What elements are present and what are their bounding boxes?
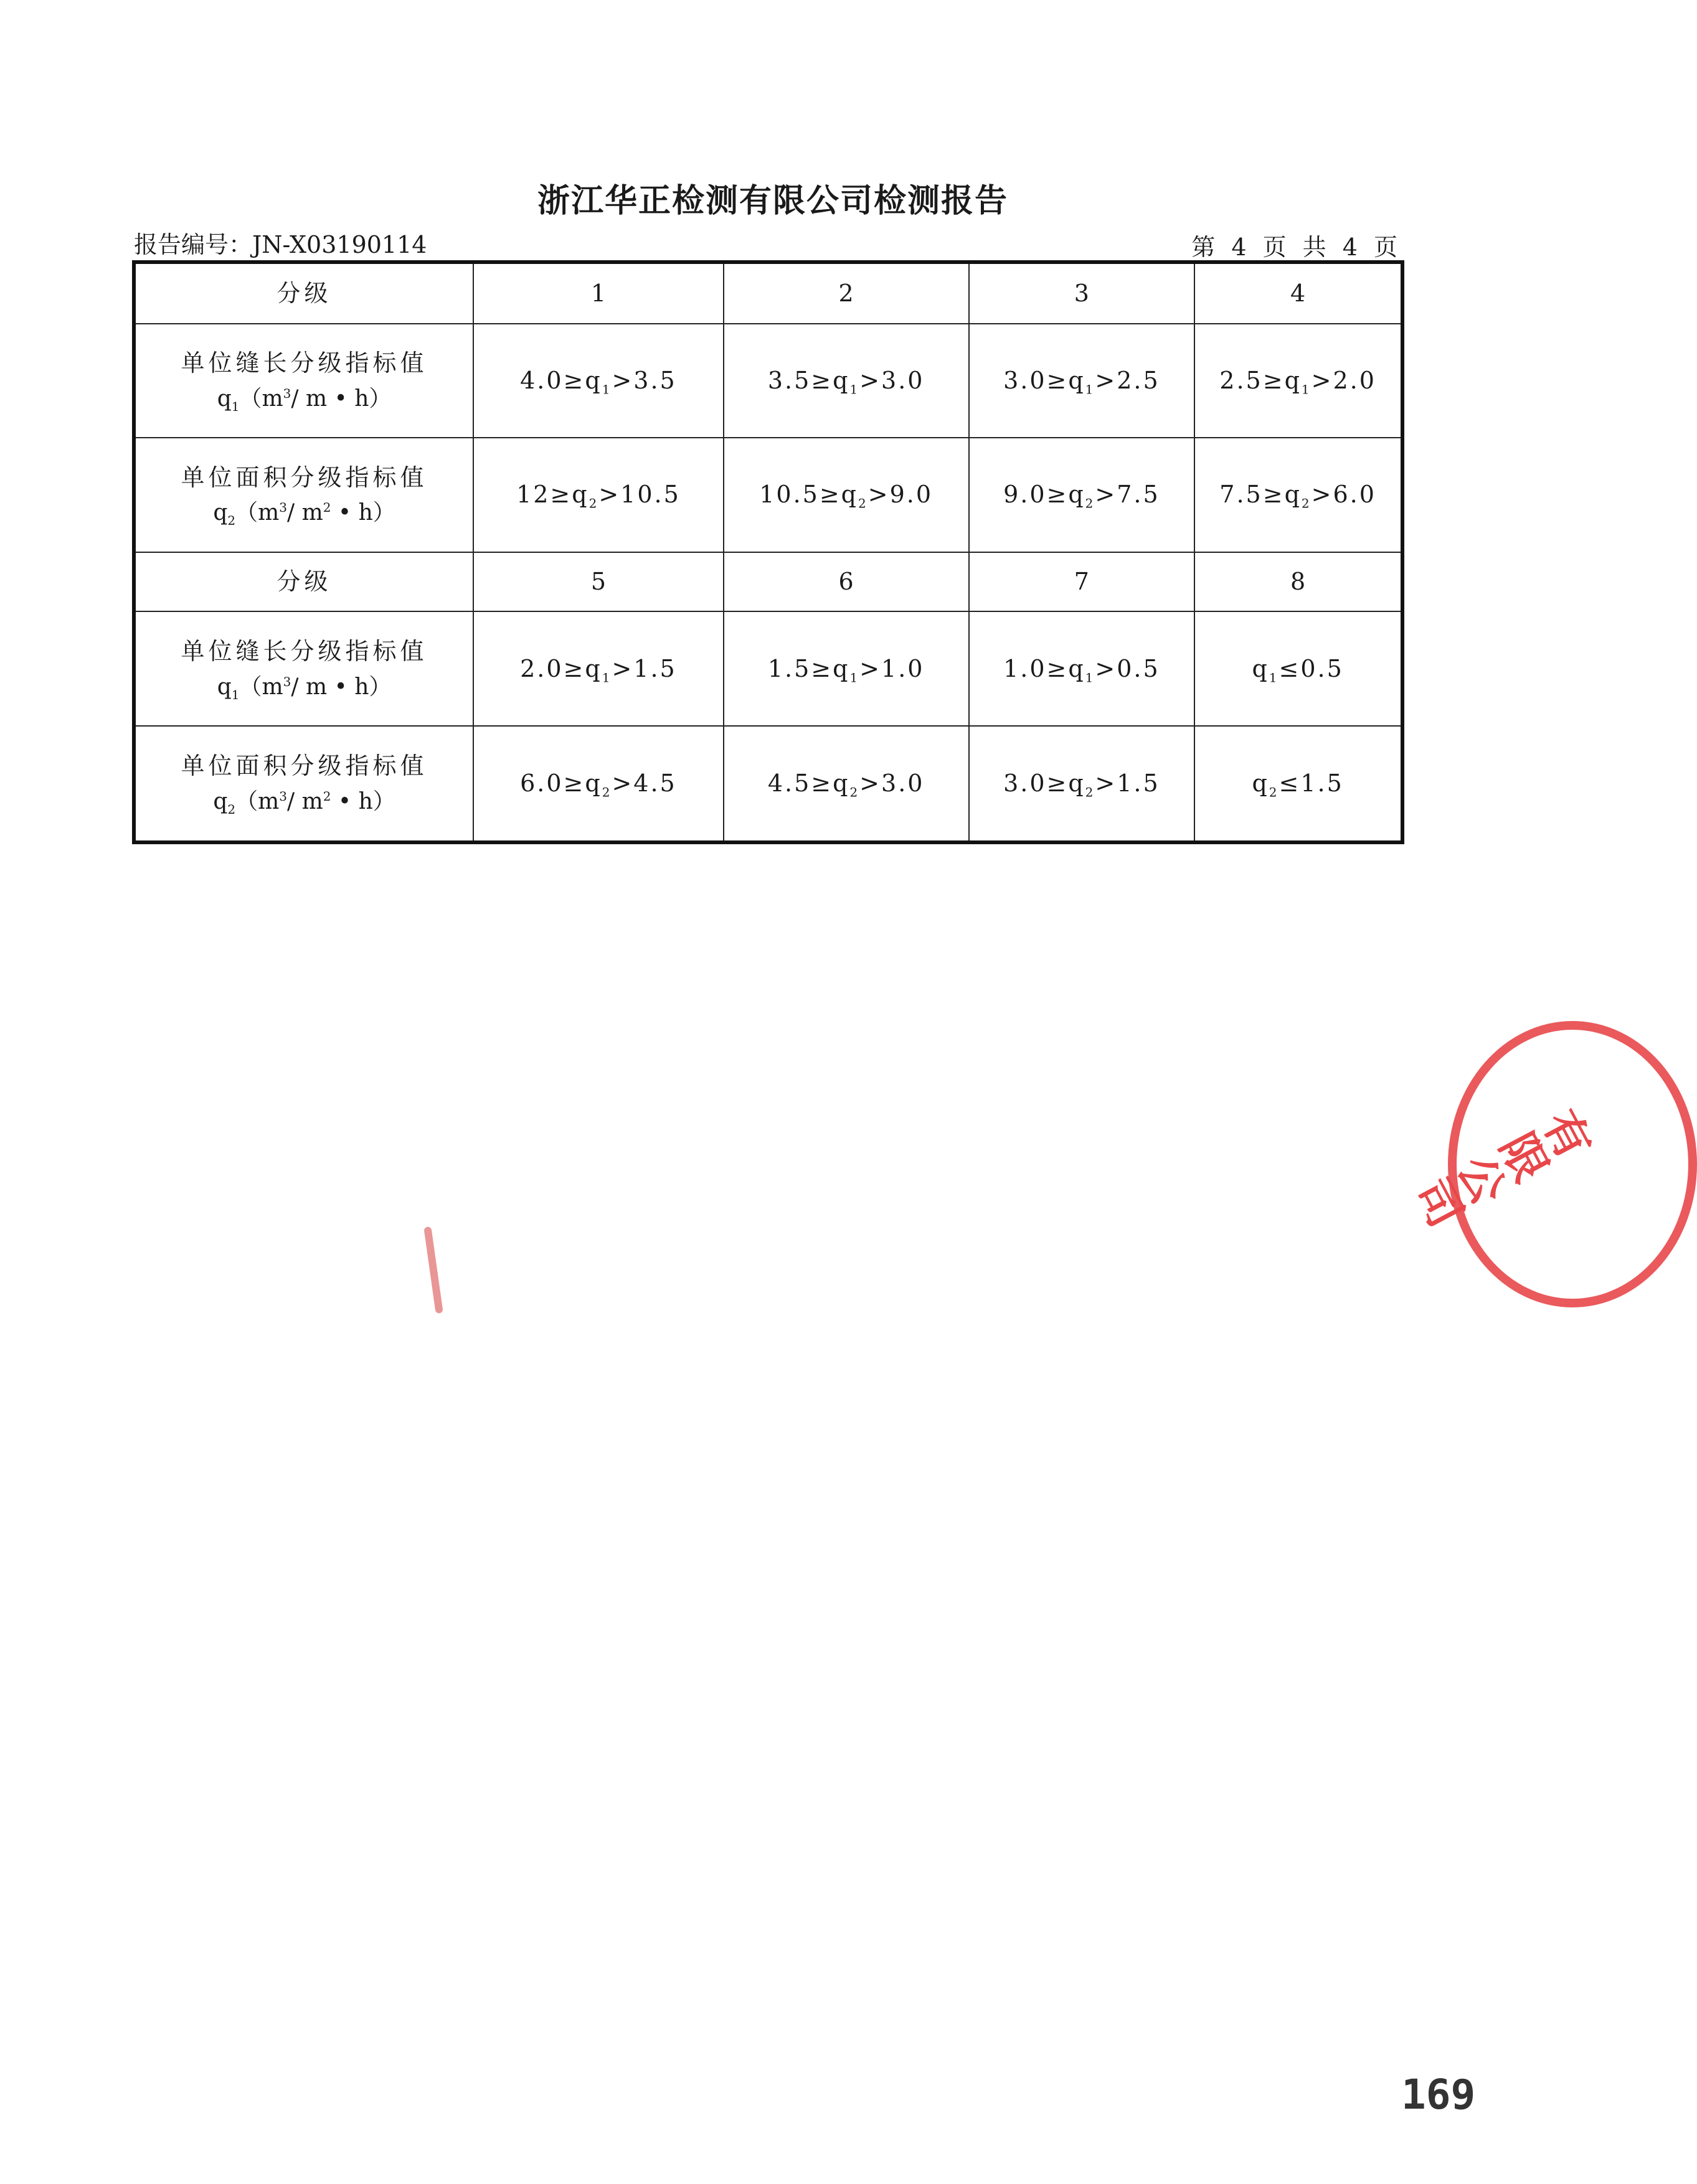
q1-label-text: 单位缝长分级指标值 bbox=[181, 349, 428, 377]
value-part: >4.5 bbox=[612, 769, 677, 797]
value-part: 3.0≥q bbox=[1003, 769, 1085, 797]
company-seal-text: 有限公司 bbox=[1404, 1101, 1602, 1236]
q2-value-cell bbox=[969, 438, 1195, 552]
unit-sup: 2 bbox=[323, 500, 331, 515]
value-part: 1.0≥q bbox=[1003, 654, 1085, 682]
q2-value-cell bbox=[724, 438, 969, 552]
grade-cell: 1 bbox=[473, 262, 724, 324]
report-number bbox=[134, 225, 427, 260]
value-part: 3.5≥q bbox=[767, 366, 850, 394]
q1-value-cell bbox=[473, 324, 724, 438]
value-part: 3.0≥q bbox=[1003, 366, 1085, 394]
q2-row bbox=[134, 438, 1402, 552]
unit-part: / m • h） bbox=[291, 674, 392, 700]
unit-sup: 3 bbox=[283, 674, 291, 689]
unit-part: （m bbox=[235, 500, 280, 526]
unit-part: （m bbox=[235, 788, 280, 814]
q2-subscript: 2 bbox=[227, 513, 236, 529]
q1-value-cell bbox=[1194, 611, 1402, 726]
q1-value-cell bbox=[969, 324, 1195, 438]
q2-value-cell bbox=[1194, 726, 1402, 842]
q1-row bbox=[134, 324, 1402, 438]
value-part: >6.0 bbox=[1311, 481, 1376, 509]
grade-header-row bbox=[134, 552, 1402, 612]
value-part: >1.5 bbox=[612, 654, 677, 682]
q2-symbol: q bbox=[213, 788, 228, 814]
value-sub: 1 bbox=[602, 382, 612, 397]
value-part: 9.0≥q bbox=[1003, 481, 1085, 509]
q1-value-cell bbox=[969, 611, 1195, 726]
value-sub: 1 bbox=[849, 382, 860, 397]
q2-label-text: 单位面积分级指标值 bbox=[181, 463, 428, 491]
value-part: ≤0.5 bbox=[1279, 654, 1344, 682]
q2-row-label bbox=[134, 726, 473, 842]
value-sub: 2 bbox=[589, 496, 599, 511]
value-part: >1.5 bbox=[1095, 769, 1160, 797]
value-sub: 1 bbox=[1085, 670, 1095, 685]
unit-part: / m bbox=[287, 788, 323, 814]
q2-label-text: 单位面积分级指标值 bbox=[181, 752, 428, 780]
value-part: 6.0≥q bbox=[520, 769, 602, 797]
unit-sup: 3 bbox=[279, 788, 287, 804]
q1-label-text: 单位缝长分级指标值 bbox=[181, 637, 428, 665]
value-sub: 2 bbox=[1085, 784, 1095, 800]
value-part: q bbox=[1252, 769, 1269, 797]
q2-row bbox=[134, 726, 1402, 842]
grade-cell: 4 bbox=[1194, 262, 1402, 324]
grade-cell: 2 bbox=[724, 262, 969, 324]
q2-row-label bbox=[134, 438, 473, 552]
q1-subscript: 1 bbox=[231, 687, 240, 702]
value-part: ≤1.5 bbox=[1279, 769, 1344, 797]
unit-part: • h） bbox=[331, 500, 395, 526]
q1-symbol: q bbox=[217, 385, 232, 412]
report-number-label: 报告编号： bbox=[134, 231, 253, 258]
seal-edge-mark bbox=[423, 1226, 443, 1314]
unit-part: / m bbox=[287, 500, 323, 526]
value-part: >1.0 bbox=[859, 654, 925, 682]
q1-value-cell bbox=[724, 324, 969, 438]
q1-unit bbox=[136, 670, 473, 705]
value-sub: 2 bbox=[1269, 784, 1279, 800]
unit-part: • h） bbox=[331, 788, 395, 814]
q1-value-cell bbox=[1194, 324, 1402, 438]
q1-row-label bbox=[134, 611, 473, 726]
q2-unit bbox=[136, 784, 473, 819]
q2-value-cell bbox=[969, 726, 1195, 842]
value-part: >3.0 bbox=[859, 769, 925, 797]
value-part: >10.5 bbox=[598, 481, 681, 509]
q1-value-cell bbox=[473, 611, 724, 726]
q2-unit bbox=[136, 496, 473, 530]
q2-value-cell bbox=[473, 438, 724, 552]
value-sub: 2 bbox=[1085, 496, 1095, 511]
unit-sup: 2 bbox=[323, 788, 331, 804]
value-part: >0.5 bbox=[1095, 654, 1160, 682]
grade-cell: 3 bbox=[969, 262, 1195, 324]
value-part: 7.5≥q bbox=[1219, 481, 1302, 509]
q1-value-cell bbox=[724, 611, 969, 726]
value-part: 12≥q bbox=[516, 481, 589, 509]
grade-header-row bbox=[134, 262, 1402, 324]
grade-cell: 5 bbox=[473, 552, 724, 612]
page-number: 169 bbox=[1401, 2071, 1476, 2119]
value-part: >9.0 bbox=[867, 481, 934, 509]
value-part: >2.0 bbox=[1311, 366, 1376, 394]
unit-sup: 3 bbox=[283, 385, 291, 401]
q2-subscript: 2 bbox=[227, 802, 236, 817]
q1-unit bbox=[136, 382, 473, 417]
q1-symbol: q bbox=[217, 674, 232, 700]
value-part: >3.0 bbox=[859, 366, 925, 394]
value-sub: 1 bbox=[602, 670, 612, 685]
q2-value-cell bbox=[473, 726, 724, 842]
grade-label-cell: 分级 bbox=[134, 262, 473, 324]
value-part: 2.5≥q bbox=[1219, 366, 1302, 394]
q1-row-label bbox=[134, 324, 473, 438]
grade-cell: 8 bbox=[1194, 552, 1402, 612]
value-part: 2.0≥q bbox=[520, 654, 602, 682]
value-part: >7.5 bbox=[1095, 481, 1160, 509]
q2-symbol: q bbox=[213, 500, 228, 526]
value-sub: 2 bbox=[602, 784, 612, 800]
value-sub: 2 bbox=[1301, 496, 1312, 511]
unit-part: （m bbox=[239, 385, 283, 412]
value-part: 1.5≥q bbox=[767, 654, 850, 682]
value-sub: 1 bbox=[1301, 382, 1312, 397]
value-sub: 1 bbox=[1085, 382, 1095, 397]
grade-label-cell: 分级 bbox=[134, 552, 473, 612]
value-part: 4.5≥q bbox=[767, 769, 850, 797]
unit-part: （m bbox=[239, 674, 283, 700]
value-part: >2.5 bbox=[1095, 366, 1160, 394]
value-part: q bbox=[1252, 654, 1269, 682]
q1-row bbox=[134, 611, 1402, 726]
grading-table bbox=[132, 260, 1404, 844]
value-sub: 1 bbox=[849, 670, 860, 685]
value-part: 10.5≥q bbox=[759, 481, 859, 509]
page-indicator: 第 4 页 共 4 页 bbox=[1191, 233, 1397, 261]
unit-sup: 3 bbox=[279, 500, 287, 515]
report-number-value: JN-X03190114 bbox=[252, 231, 427, 258]
value-sub: 1 bbox=[1269, 670, 1279, 685]
grade-cell: 6 bbox=[724, 552, 969, 612]
grade-cell: 7 bbox=[969, 552, 1195, 612]
value-sub: 2 bbox=[858, 496, 868, 511]
q2-value-cell bbox=[1194, 438, 1402, 552]
value-sub: 2 bbox=[849, 784, 860, 800]
value-part: >3.5 bbox=[612, 366, 677, 394]
q1-subscript: 1 bbox=[231, 399, 240, 415]
report-title: 浙江华正检测有限公司检测报告 bbox=[537, 182, 1008, 220]
unit-part: / m • h） bbox=[291, 385, 392, 412]
value-part: 4.0≥q bbox=[520, 366, 602, 394]
q2-value-cell bbox=[724, 726, 969, 842]
